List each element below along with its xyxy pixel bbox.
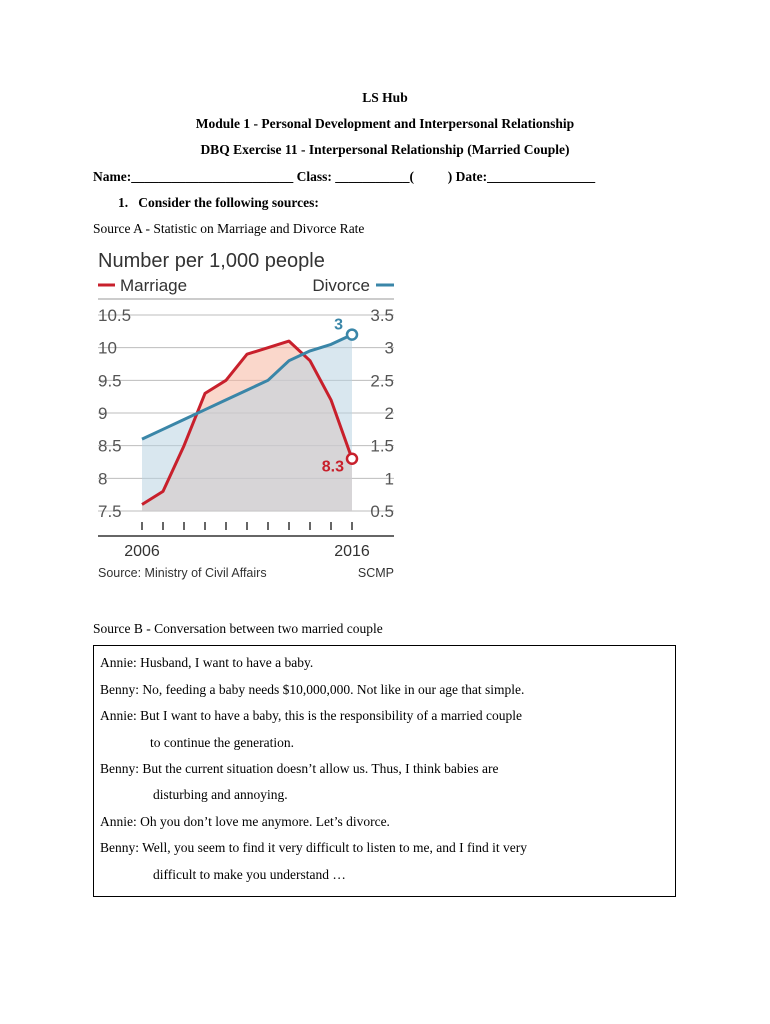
divorce-end-marker [347, 330, 357, 340]
source-a-caption: Source A - Statistic on Marriage and Divorce Rate [93, 221, 365, 236]
marriage-divorce-chart [88, 238, 400, 583]
chart-source: Source: Ministry of Civil Affairs [98, 566, 267, 580]
x-axis-ticks [142, 522, 352, 530]
right-tick-label: 2 [384, 404, 394, 423]
left-tick-label: 9.5 [98, 371, 122, 391]
conversation-line: Annie: Oh you don’t love me anymore. Let’s divorce. [100, 814, 390, 829]
conversation-line: Benny: No, feeding a baby needs $10,000,000. Not like in our age that simple. [100, 682, 525, 697]
document-hub-title: LS Hub [362, 90, 408, 105]
question-1 [118, 195, 319, 211]
right-tick-label: 1.5 [370, 436, 394, 456]
question-text: Consider the following sources: [138, 195, 319, 210]
left-tick-label: 9 [98, 404, 108, 423]
chart-title: Number per 1,000 people [98, 250, 325, 272]
legend-marriage-label: Marriage [120, 276, 188, 295]
conversation-line: Benny: Well, you seem to find it very difficult to listen to me, and I find it very [100, 840, 527, 855]
x-tick-label-end: 2016 [334, 543, 370, 560]
name-label: Name: [93, 169, 132, 184]
class-blank: ___________( [335, 169, 414, 184]
right-tick-label: 3 [384, 338, 394, 358]
conversation-line: difficult to make you understand … [153, 867, 346, 882]
source-b-caption: Source B - Conversation between two married couple [93, 621, 383, 636]
conversation-line: Annie: Husband, I want to have a baby. [100, 655, 314, 670]
right-tick-label: 0.5 [370, 502, 394, 521]
form-line [93, 169, 595, 185]
left-tick-label: 10.5 [98, 306, 132, 325]
left-tick-label: 8 [98, 469, 108, 489]
module-title: Module 1 - Personal Development and Interpersonal Relationship [195, 116, 575, 131]
question-number: 1. [118, 195, 129, 210]
legend-divorce-label: Divorce [312, 276, 370, 295]
marriage-end-label: 8.3 [321, 458, 344, 476]
conversation-line: to continue the generation. [150, 735, 294, 750]
right-tick-label: 3.5 [370, 306, 394, 325]
divorce-end-label: 3 [334, 316, 343, 334]
left-tick-label: 7.5 [98, 502, 122, 521]
marriage-end-marker [347, 454, 357, 464]
date-label: ) Date: [447, 169, 488, 184]
left-tick-label: 8.5 [98, 436, 122, 456]
conversation-box [93, 645, 676, 897]
right-tick-label: 2.5 [370, 371, 394, 391]
chart-credit: SCMP [357, 566, 394, 580]
exercise-title: DBQ Exercise 11 - Interpersonal Relationship (Married Couple) [200, 142, 570, 157]
date-blank: ________________ [487, 169, 596, 184]
x-tick-label-start: 2006 [124, 543, 160, 560]
conversation-line: Annie: But I want to have a baby, this is the responsibility of a married couple [100, 708, 523, 723]
conversation-line: Benny: But the current situation doesn’t allow us. Thus, I think babies are [100, 761, 499, 776]
conversation-line: disturbing and annoying. [153, 787, 288, 802]
class-label: Class: [296, 169, 332, 184]
right-tick-label: 1 [384, 469, 394, 489]
name-blank: ________________________ [131, 169, 294, 184]
left-tick-label: 10 [98, 338, 117, 358]
